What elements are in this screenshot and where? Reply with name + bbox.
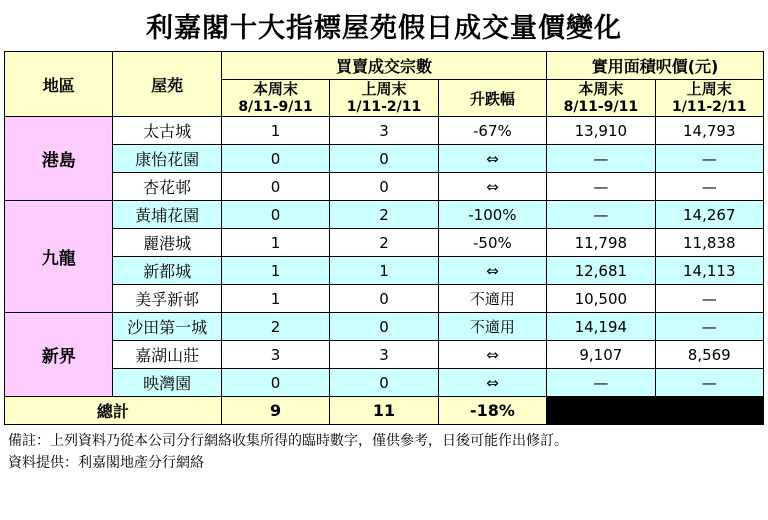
header-change: 升跌幅 [438,80,546,117]
header-deals-this-weekend-date: 8/11-9/11 [238,98,313,115]
total-row [5,397,764,425]
change-cell: -50% [438,229,546,257]
estate-cell: 康怡花園 [113,145,221,173]
deals-last-cell: 0 [330,173,438,201]
estate-cell: 美孚新邨 [113,285,221,313]
header-price-last-weekend [655,80,763,117]
page-title: 利嘉閣十大指標屋苑假日成交量價變化 [146,13,622,44]
price-last-cell: 14,793 [655,117,763,145]
header-region: 地區 [5,52,113,117]
table-row [5,257,764,285]
price-this-cell: 13,910 [547,117,655,145]
price-last-cell: — [655,285,763,313]
footnotes [8,431,764,474]
change-cell: ⇔ [438,369,546,397]
region-cell: 新界 [5,313,113,397]
deals-last-cell: 2 [330,229,438,257]
table-row [5,173,764,201]
deals-this-cell: 1 [221,117,329,145]
header-group-deals: 買賣成交宗數 [221,52,546,80]
price-last-cell: — [655,145,763,173]
price-last-cell: 11,838 [655,229,763,257]
estate-cell: 嘉湖山莊 [113,341,221,369]
change-cell: ⇔ [438,257,546,285]
table-row [5,313,764,341]
estate-cell: 杏花邨 [113,173,221,201]
header-estate: 屋苑 [113,52,221,117]
total-change: -18% [438,397,546,425]
header-price-this-weekend-date: 8/11-9/11 [563,98,639,115]
header-deals-this-weekend-label: 本周末 [253,80,299,98]
header-group-price: 實用面積呎價(元) [547,52,764,80]
change-cell: ⇔ [438,145,546,173]
total-label: 總計 [5,397,222,425]
estate-cell: 黃埔花園 [113,201,221,229]
price-this-cell: 9,107 [547,341,655,369]
change-cell: ⇔ [438,173,546,201]
price-this-cell: — [547,369,655,397]
deals-this-cell: 1 [221,229,329,257]
deals-this-cell: 1 [221,285,329,313]
header-price-this-weekend [547,80,655,117]
deals-last-cell: 0 [330,145,438,173]
estate-cell: 沙田第一城 [113,313,221,341]
price-last-cell: — [655,313,763,341]
region-cell: 港島 [5,117,113,201]
table-row [5,369,764,397]
deals-this-cell: 0 [221,369,329,397]
header-deals-last-weekend-date: 1/11-2/11 [346,98,422,115]
change-cell: 不適用 [438,285,546,313]
deals-this-cell: 2 [221,313,329,341]
price-last-cell: 14,113 [655,257,763,285]
price-last-cell: — [655,369,763,397]
region-cell: 九龍 [5,201,113,313]
total-deals-this: 9 [221,397,329,425]
table-row [5,201,764,229]
price-this-cell: — [547,145,655,173]
table-row [5,341,764,369]
price-this-cell: 12,681 [547,257,655,285]
property-transaction-table [4,51,764,425]
header-deals-last-weekend-label: 上周末 [361,80,407,98]
change-cell: ⇔ [438,341,546,369]
header-price-last-weekend-label: 上周末 [686,80,732,98]
header-price-last-weekend-date: 1/11-2/11 [672,98,747,115]
estate-cell: 新都城 [113,257,221,285]
price-this-cell: — [547,173,655,201]
deals-this-cell: 1 [221,257,329,285]
change-cell: 不適用 [438,313,546,341]
table-body [5,117,764,425]
table-row [5,145,764,173]
price-this-cell: 11,798 [547,229,655,257]
header-deals-this-weekend [221,80,329,117]
deals-last-cell: 3 [330,117,438,145]
deals-this-cell: 0 [221,145,329,173]
price-last-cell: 8,569 [655,341,763,369]
header-price-this-weekend-label: 本周末 [578,80,624,98]
deals-last-cell: 0 [330,313,438,341]
header-deals-last-weekend [330,80,438,117]
estate-cell: 麗港城 [113,229,221,257]
table-row [5,285,764,313]
deals-last-cell: 2 [330,201,438,229]
price-this-cell: 10,500 [547,285,655,313]
deals-last-cell: 0 [330,285,438,313]
estate-cell: 太古城 [113,117,221,145]
deals-this-cell: 0 [221,173,329,201]
deals-last-cell: 3 [330,341,438,369]
total-price-blank [547,397,764,425]
change-cell: -100% [438,201,546,229]
deals-last-cell: 0 [330,369,438,397]
deals-this-cell: 3 [221,341,329,369]
price-last-cell: — [655,173,763,201]
table-header-row-1 [5,52,764,80]
price-this-cell: 14,194 [547,313,655,341]
footnote-source: 資料提供：利嘉閣地產分行網絡 [8,454,204,471]
price-last-cell: 14,267 [655,201,763,229]
table-header [5,52,764,117]
deals-this-cell: 0 [221,201,329,229]
estate-cell: 映灣園 [113,369,221,397]
price-this-cell: — [547,201,655,229]
footnote-remark: 備註：上列資料乃從本公司分行網絡收集所得的臨時數字，僅供參考，日後可能作出修訂。 [8,433,568,450]
deals-last-cell: 1 [330,257,438,285]
table-row [5,117,764,145]
total-deals-last: 11 [330,397,438,425]
change-cell: -67% [438,117,546,145]
table-row [5,229,764,257]
